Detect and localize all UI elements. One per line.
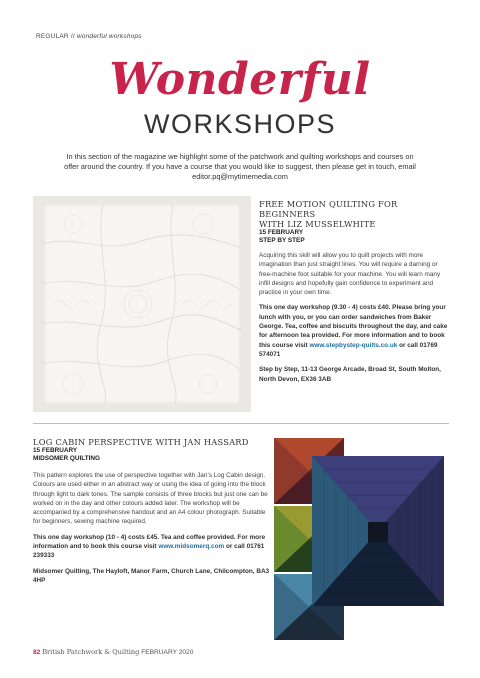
workshop-log-cabin [33,437,273,585]
free-motion-quilt-photo [33,196,251,412]
workshop-title-line1: FREE MOTION QUILTING FOR BEGINNERS [259,199,398,219]
section-separator: // [68,33,77,40]
workshop-organiser: MIDSOMER QUILTING [33,455,100,462]
issue-date: FEBRUARY 2020 [141,649,194,656]
workshop-title-line2: WITH LIZ MUSSELWHITE [259,219,376,229]
section-name: REGULAR [36,33,69,40]
page-title-sub: WORKSHOPS [143,109,337,139]
booking-text: This one day workshop (9.30 - 4) costs £40. Please bring your lunch with you, or you can order sandwiches from Baker George. Tea, coffee and biscuits throughout the day, and cake for afternoon tea provided. For more information and to book this course visit [259,304,448,349]
section-label [36,33,142,40]
quilt-stitch-pattern [43,204,241,404]
workshop-description: This pattern explores the use of perspective together with Jan’s Log Cabin design. Colours are used either in an abstract way or using the idea of going into the block through light to dark tones. The sample consists of three blocks but just one can be worked on in the day and other colours added later. The workshop will be accompanied by a comprehensive handout and an A4 colour photograph. Suitable for beginners, sewing machine required. [33,472,268,526]
workshop-date: 15 FEBRUARY [33,447,78,454]
workshop-organiser: STEP BY STEP [259,237,305,244]
section-divider [33,423,449,424]
intro-paragraph: In this section of the magazine we highlight some of the patchwork and quilting workshops and courses on offer around the country. If you have a course that you would like to suggest, then please get in touch, email editor.pq@mytimemedia.com [64,152,416,181]
section-subtitle: wonderful workshops [76,33,142,40]
page-number: 82 [33,649,41,656]
workshop-title: LOG CABIN PERSPECTIVE WITH JAN HASSARD [33,437,249,447]
workshop-booking-info [33,533,273,561]
log-cabin-quilt-photo [272,432,447,646]
workshop-address: Step by Step, 11-13 George Arcade, Broad St, South Molton, North Devon, EX36 3AB [259,366,441,383]
workshop-address: Midsomer Quilting, The Hayloft, Manor Farm, Church Lane, Chilcompton, BA3 4HP [33,567,270,584]
booking-phone: or call 01761 239333 [33,543,265,560]
magazine-name: British Patchwork & Quilting [42,648,140,656]
quilt-block-right-large [312,456,444,606]
midsomer-link[interactable]: www.midsomerq.com [158,543,225,551]
stepbystep-link[interactable]: www.stepbystep-quilts.co.uk [309,341,398,349]
booking-phone: or call 01769 574071 [259,341,438,358]
page-footer [33,648,193,656]
workshop-booking-info [259,303,449,359]
workshop-description: Acquiring this skill will allow you to quilt projects with more imagination than just straight lines. You will require a darning or free-machine foot suitable for your machine. You will learn many infill designs and hopefully gain confidence to experiment and practice in your own time. [259,252,441,297]
workshop-free-motion [259,199,449,384]
workshop-date: 15 FEBRUARY [259,229,304,236]
booking-text: This one day workshop (10 - 4) costs £45. Tea and coffee provided. For more information and to book this course visit [33,533,266,551]
page-title-script: Wonderful [109,54,371,105]
